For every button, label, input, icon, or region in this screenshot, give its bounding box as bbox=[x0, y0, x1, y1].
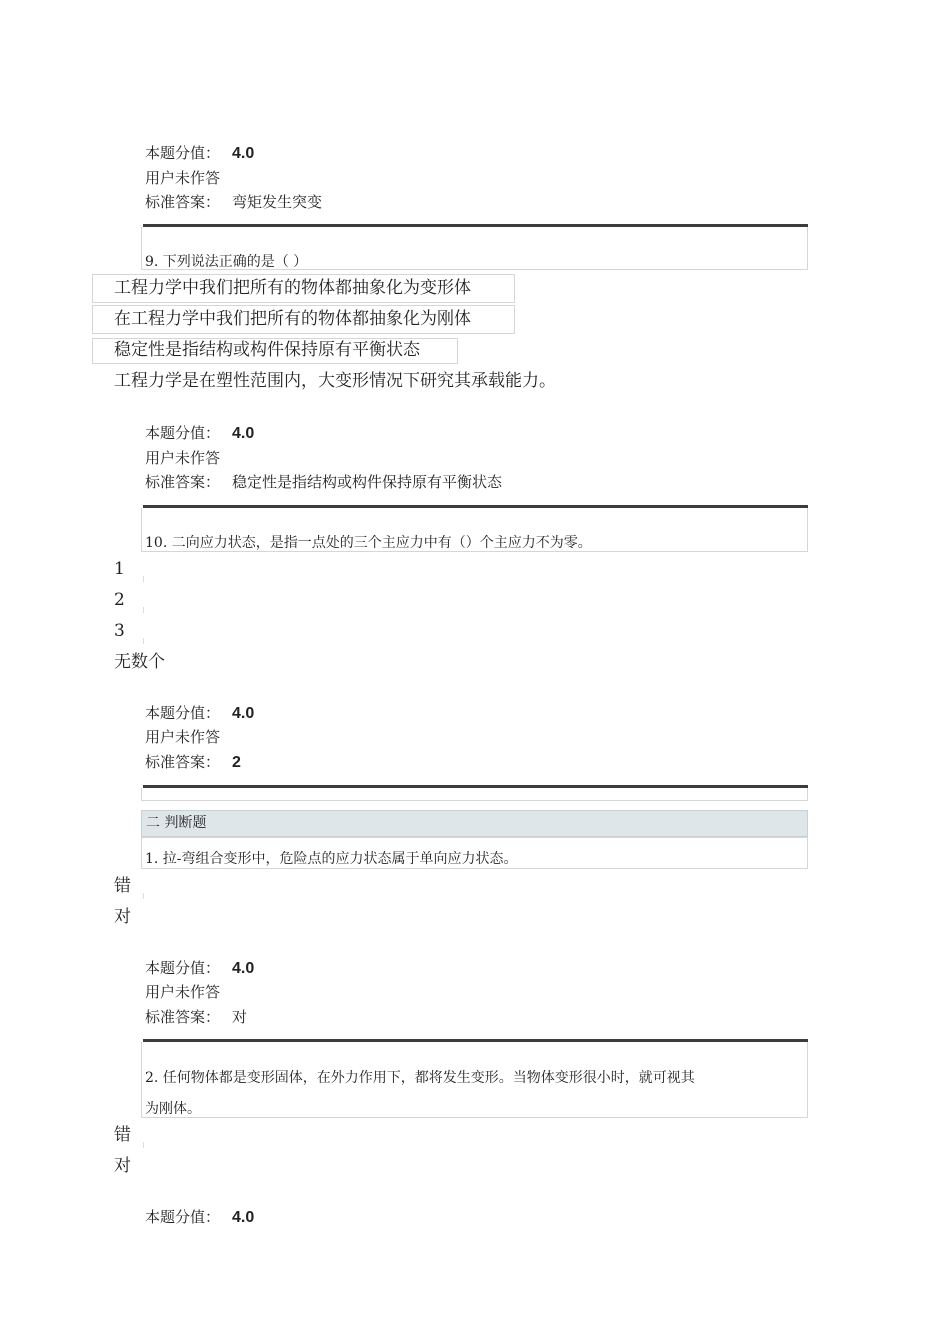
q9-option-1[interactable]: 工程力学中我们把所有的物体都抽象化为变形体 bbox=[114, 278, 471, 298]
q10-answer-row bbox=[145, 752, 241, 773]
q10-unanswered: 用户未作答 bbox=[145, 728, 221, 746]
q9-score-row bbox=[145, 423, 254, 444]
q9-answer-value: 稳定性是指结构或构件保持原有平衡状态 bbox=[232, 473, 503, 491]
q8-score-value: 4.0 bbox=[232, 145, 255, 162]
score-label: 本题分值： bbox=[145, 1208, 221, 1226]
q9-option-2[interactable]: 在工程力学中我们把所有的物体都抽象化为刚体 bbox=[114, 309, 471, 329]
option-marker bbox=[143, 893, 144, 899]
q9-answer-row bbox=[145, 472, 502, 492]
standard-answer-label: 标准答案： bbox=[145, 473, 221, 491]
q10-score-row bbox=[145, 703, 254, 724]
score-label: 本题分值： bbox=[145, 959, 221, 977]
q9-score-value: 4.0 bbox=[232, 425, 255, 442]
q9-option-3[interactable]: 稳定性是指结构或构件保持原有平衡状态 bbox=[114, 340, 420, 360]
score-label: 本题分值： bbox=[145, 704, 221, 722]
j1-unanswered: 用户未作答 bbox=[145, 983, 221, 1001]
q9-option-4[interactable]: 工程力学是在塑性范围内，大变形情况下研究其承载能力。 bbox=[114, 371, 556, 391]
j2-option-right[interactable]: 对 bbox=[114, 1156, 131, 1176]
q10-score-value: 4.0 bbox=[232, 705, 255, 722]
q10-option-3[interactable]: 3 bbox=[114, 621, 125, 641]
score-label: 本题分值： bbox=[145, 424, 221, 442]
standard-answer-label: 标准答案： bbox=[145, 1008, 221, 1026]
q9-unanswered: 用户未作答 bbox=[145, 449, 221, 467]
j2-question-box bbox=[141, 1042, 808, 1118]
q8-unanswered: 用户未作答 bbox=[145, 169, 221, 187]
option-marker bbox=[143, 1142, 144, 1148]
option-marker bbox=[143, 576, 144, 582]
section-gap-box bbox=[141, 788, 808, 801]
j1-question-text: 1. 拉-弯组合变形中，危险点的应力状态属于单向应力状态。 bbox=[145, 851, 518, 867]
q10-option-2[interactable]: 2 bbox=[114, 590, 125, 610]
j2-score-row bbox=[145, 1207, 254, 1228]
standard-answer-label: 标准答案： bbox=[145, 193, 221, 211]
j1-answer-value: 对 bbox=[232, 1008, 248, 1026]
q10-question-text: 10. 二向应力状态，是指一点处的三个主应力中有（）个主应力不为零。 bbox=[145, 535, 592, 551]
section-header: 二 判断题 bbox=[141, 810, 808, 837]
q10-question-box bbox=[141, 508, 808, 552]
q10-option-4[interactable]: 无数个 bbox=[114, 652, 165, 672]
j2-question-text-line2: 为刚体。 bbox=[145, 1101, 201, 1117]
q8-answer-value: 弯矩发生突变 bbox=[232, 193, 323, 211]
q8-score-row bbox=[145, 143, 254, 164]
q9-question-box bbox=[141, 227, 808, 270]
j1-option-right[interactable]: 对 bbox=[114, 907, 131, 927]
q9-question-text: 9. 下列说法正确的是（ ） bbox=[145, 254, 308, 270]
j1-question-box bbox=[141, 837, 808, 869]
j2-question-text-line1: 2. 任何物体都是变形固体，在外力作用下，都将发生变形。当物体变形很小时，就可视其 bbox=[145, 1070, 695, 1086]
j1-option-wrong[interactable]: 错 bbox=[114, 876, 131, 896]
score-label: 本题分值： bbox=[145, 144, 221, 162]
j1-score-value: 4.0 bbox=[232, 960, 255, 977]
standard-answer-label: 标准答案： bbox=[145, 753, 221, 771]
option-marker bbox=[143, 607, 144, 613]
j2-score-value: 4.0 bbox=[232, 1209, 255, 1226]
j2-option-wrong[interactable]: 错 bbox=[114, 1125, 131, 1145]
q8-answer-row bbox=[145, 192, 322, 212]
q10-answer-value: 2 bbox=[232, 754, 241, 771]
option-marker bbox=[143, 638, 144, 644]
j1-answer-row bbox=[145, 1007, 247, 1027]
q10-option-1[interactable]: 1 bbox=[114, 559, 125, 579]
j1-score-row bbox=[145, 958, 254, 979]
